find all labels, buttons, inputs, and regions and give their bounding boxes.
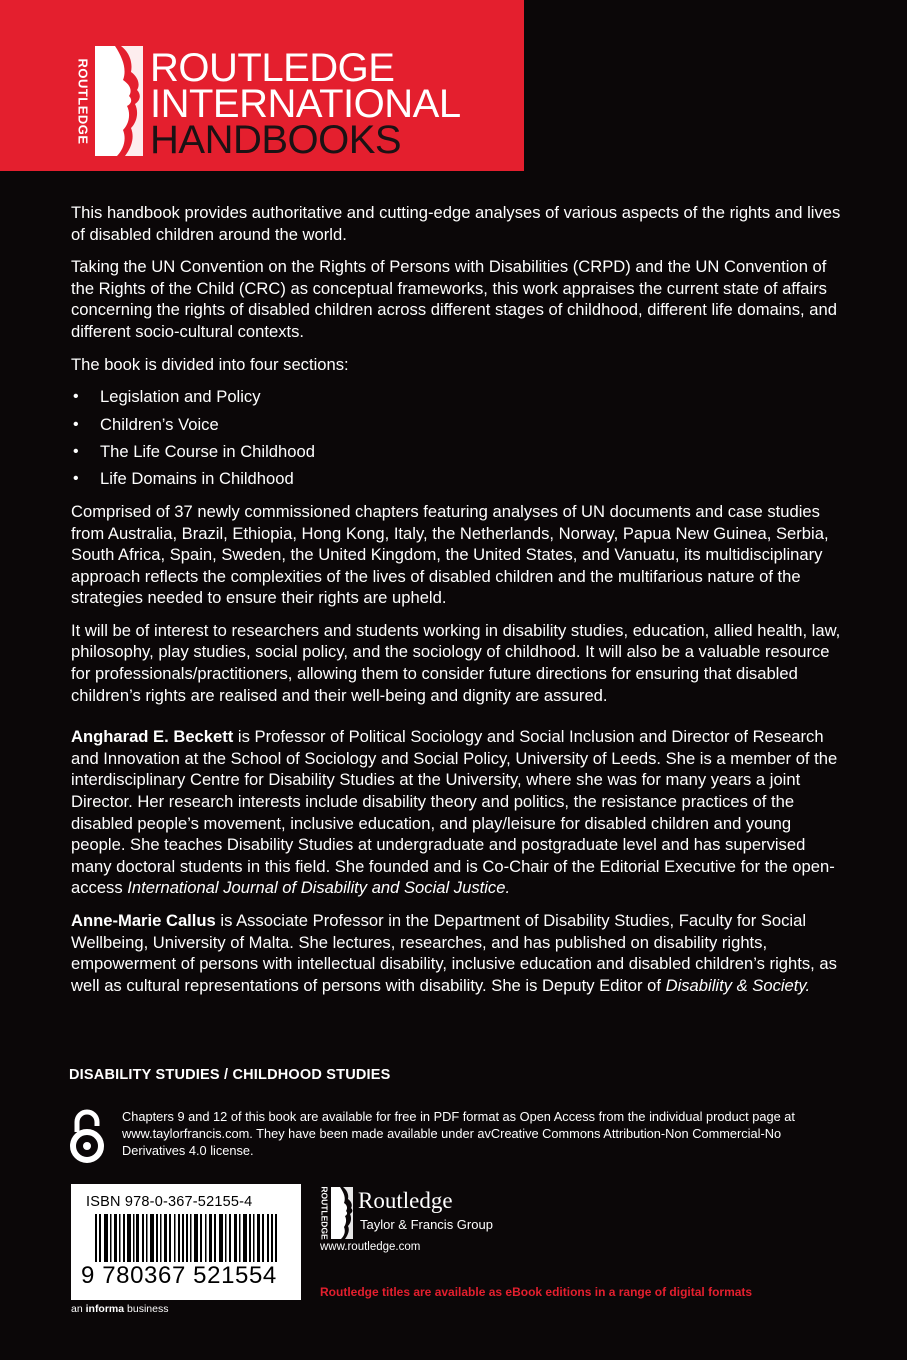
list-item: • The Life Course in Childhood bbox=[71, 441, 841, 463]
informa-business-note: an informa business bbox=[71, 1303, 169, 1315]
series-title-line-2: INTERNATIONAL bbox=[150, 82, 461, 126]
routledge-small-vertical-wordmark: ROUTLEDGE bbox=[320, 1186, 330, 1240]
bio-text: is Professor of Political Sociology and Social Inclusion and Director of Research and Innovation at the School of Sociology and Social Policy, University of Leeds. She is a member of the interdisciplinary Centre for Disability Studies at the University, where she was for many years a joint Director. Her research interests include disability theory and politics, the resistance practices of the disabled people’s movement, inclusive education, and play/leisure for disabled children and young people. She teaches Disability Studies at undergraduate and postgraduate level and has supervised many doctoral students in this field. She founded and is Co-Chair of the Editorial Executive for the open-access bbox=[71, 727, 838, 898]
open-access-icon bbox=[68, 1108, 106, 1166]
bio-text: is Associate Professor in the Department of Disability Studies, Faculty for Social Wellbeing, University of Malta. She lectures, researches, and has published on disability rights, empowerment of persons with intellectual disability, inclusive education and disabled children’s rights, as well as cultural representations of persons with disability. She is Deputy Editor of bbox=[71, 911, 837, 995]
editor-bio-2 bbox=[71, 910, 841, 996]
series-title-line-1: ROUTLEDGE bbox=[150, 46, 395, 90]
isbn-barcode bbox=[71, 1184, 301, 1300]
editor-name: Angharad E. Beckett bbox=[71, 727, 234, 747]
back-cover-text bbox=[71, 202, 841, 1007]
list-item: • Legislation and Policy bbox=[71, 386, 841, 408]
editor-name: Anne-Marie Callus bbox=[71, 911, 216, 931]
blurb-paragraph-4: Comprised of 37 newly commissioned chapters featuring analyses of UN documents and case studies from Australia, Brazil, Ethiopia, Hong Kong, Italy, the Netherlands, Norway, Papua New Guinea, Serbia, South Africa, Spain, Sweden, the United Kingdom, the United States, and Vanuatu, its multidisciplinary approach reflects the complexities of the lives of disabled children and the multifarious nature of the strategies needed to ensure their rights are upheld. bbox=[71, 501, 829, 608]
blurb-paragraph-5: It will be of interest to researchers and students working in disability studies, education, allied health, law, philosophy, play studies, social policy, and the sociology of childhood. It will also be a valuable resource for professionals/practitioners, allowing them to consider future directions for ensuring that disabled children’s rights are realised and their well-being and dignity are assured. bbox=[71, 620, 841, 705]
list-item: • Children’s Voice bbox=[71, 414, 841, 436]
publisher-url: www.routledge.com bbox=[320, 1241, 421, 1253]
publisher-group: Taylor & Francis Group bbox=[360, 1217, 493, 1232]
sections-list bbox=[71, 386, 841, 490]
routledge-vertical-wordmark: ROUTLEDGE bbox=[75, 57, 91, 145]
open-access-note: Chapters 9 and 12 of this book are available for free in PDF format as Open Access from the individual product page at www.taylorfrancis.com. They have been made available under avCreative Commons Attribution-Non Commercial-No Derivatives 4.0 license. bbox=[122, 1109, 795, 1158]
ebook-availability-note: Routledge titles are available as eBook editions in a range of digital formats bbox=[320, 1285, 753, 1299]
series-title-line-3: HANDBOOKS bbox=[150, 118, 402, 162]
barcode-digits: 9 780367 521554 bbox=[81, 1262, 277, 1289]
blurb-paragraph-1: This handbook provides authoritative and cutting-edge analyses of various aspects of the rights and lives of disabled children around the world. bbox=[71, 203, 841, 244]
subject-category: DISABILITY STUDIES / CHILDHOOD STUDIES bbox=[69, 1067, 391, 1083]
journal-title: Disability & Society. bbox=[665, 975, 811, 995]
publisher-name: Routledge bbox=[358, 1188, 453, 1213]
isbn-label: ISBN 978-0-367-52155-4 bbox=[86, 1194, 253, 1210]
routledge-faces-logo-icon bbox=[93, 44, 145, 158]
series-banner bbox=[0, 0, 524, 171]
blurb-paragraph-2: Taking the UN Convention on the Rights of Persons with Disabilities (CRPD) and the UN Convention of the Rights of the Child (CRC) as conceptual frameworks, this work appraises the current state of affairs concerning the rights of disabled children across different stages of childhood, different life domains, and different socio-cultural contexts. bbox=[71, 257, 837, 341]
routledge-small-faces-logo-icon bbox=[330, 1186, 354, 1240]
journal-title: International Journal of Disability and Social Justice. bbox=[127, 878, 511, 898]
list-item: • Life Domains in Childhood bbox=[71, 468, 841, 490]
blurb-paragraph-3: The book is divided into four sections: bbox=[71, 354, 349, 374]
editor-bio-1 bbox=[71, 726, 841, 899]
